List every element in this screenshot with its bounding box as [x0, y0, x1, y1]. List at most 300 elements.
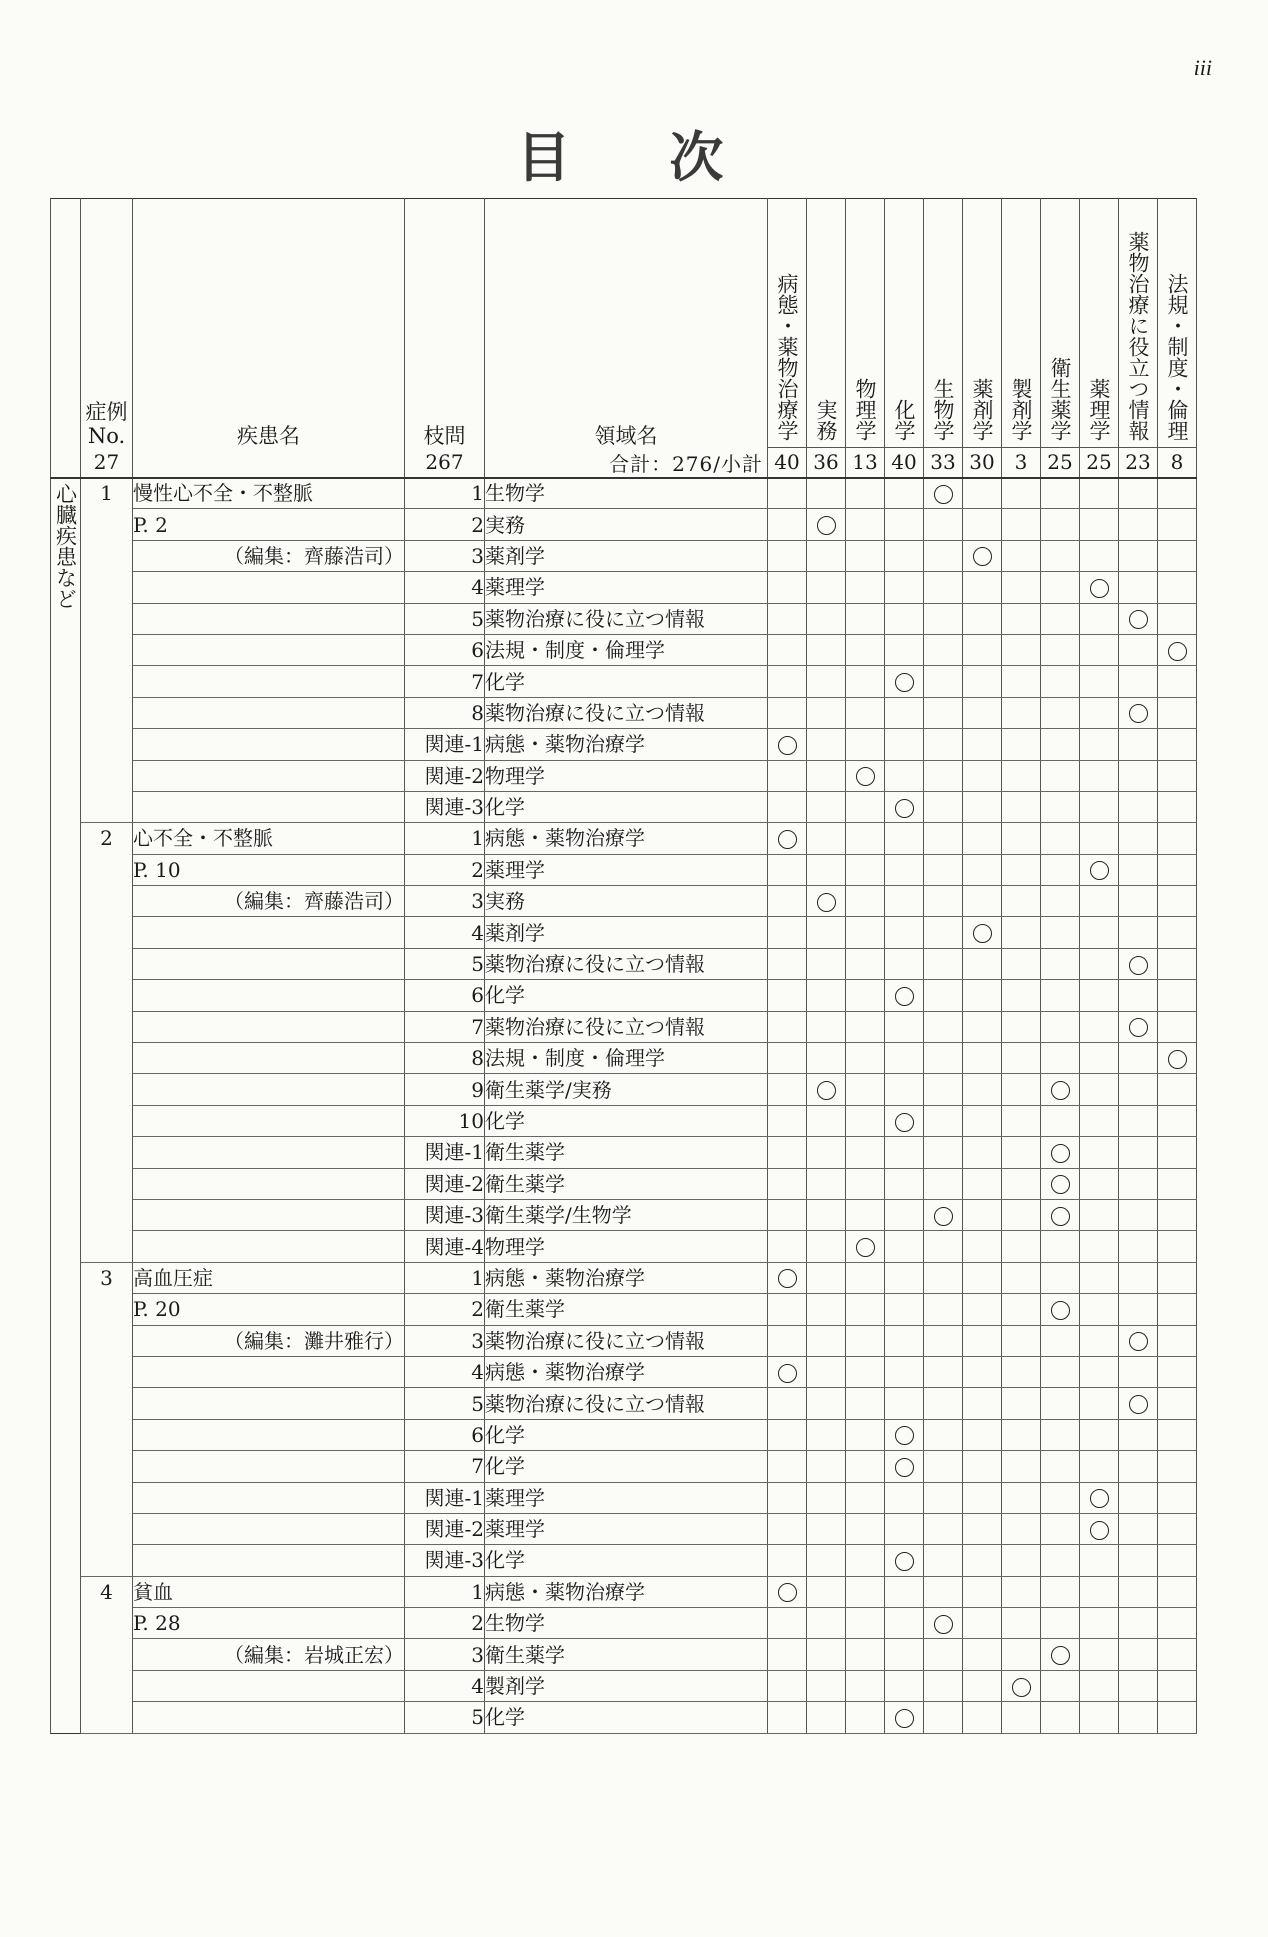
disease-cell: [133, 1199, 405, 1230]
field-name: 化学: [485, 1419, 768, 1450]
domain-cell: [1080, 1199, 1119, 1230]
table-row: [51, 1482, 1197, 1513]
domain-cell: [963, 1482, 1002, 1513]
field-name: 衛生薬学/実務: [485, 1074, 768, 1105]
question-number: 5: [405, 1388, 485, 1419]
domain-cell: [1002, 1011, 1041, 1042]
domain-header: [1119, 199, 1158, 448]
question-number: 7: [405, 1451, 485, 1482]
domain-cell: [1119, 729, 1158, 760]
domain-cell: [846, 1639, 885, 1670]
domain-cell: [768, 1262, 807, 1293]
domain-cell: [1041, 1608, 1080, 1639]
case-no: [81, 1294, 133, 1325]
domain-cell: [924, 760, 963, 791]
circle-mark-icon: [973, 547, 992, 566]
question-number: 1: [405, 1576, 485, 1607]
disease-header: 疾患名: [133, 199, 405, 448]
domain-cell: [1119, 1388, 1158, 1419]
field-name: 実務: [485, 509, 768, 540]
domain-cell: [1158, 1231, 1197, 1262]
domain-cell: [1158, 697, 1197, 728]
case-no: [81, 634, 133, 665]
domain-cell: [885, 1356, 924, 1387]
question-number: 2: [405, 1294, 485, 1325]
domain-cell: [1080, 1294, 1119, 1325]
domain-cell: [1158, 791, 1197, 822]
domain-cell: [846, 1451, 885, 1482]
circle-mark-icon: [778, 736, 797, 755]
domain-cell: [807, 823, 846, 854]
domain-cell: [1041, 1105, 1080, 1136]
circle-mark-icon: [856, 767, 875, 786]
domain-cell: [963, 572, 1002, 603]
table-row: [51, 1074, 1197, 1105]
domain-cell: [768, 1670, 807, 1701]
domain-header-label: 衛生薬学: [1048, 357, 1072, 441]
domain-cell: [1002, 1231, 1041, 1262]
domain-cell: [885, 1513, 924, 1544]
case-no: [81, 980, 133, 1011]
domain-cell: [1080, 1482, 1119, 1513]
domain-cell: [807, 948, 846, 979]
domain-cell: [846, 1105, 885, 1136]
domain-cell: [963, 1325, 1002, 1356]
domain-cell: [885, 886, 924, 917]
domain-cell: [1002, 1513, 1041, 1544]
domain-cell: [885, 572, 924, 603]
domain-cell: [885, 1608, 924, 1639]
question-number: 関連-3: [405, 791, 485, 822]
domain-cell: [1041, 1482, 1080, 1513]
domain-header: [1002, 199, 1041, 448]
domain-cell: [846, 886, 885, 917]
case-no: [81, 948, 133, 979]
question-number: 関連-2: [405, 1168, 485, 1199]
domain-count: 8: [1158, 448, 1197, 478]
domain-cell: [924, 634, 963, 665]
domain-cell: [846, 572, 885, 603]
table-row: [51, 666, 1197, 697]
question-number: 10: [405, 1105, 485, 1136]
domain-cell: [1041, 1356, 1080, 1387]
circle-mark-icon: [1129, 610, 1148, 629]
domain-cell: [846, 1388, 885, 1419]
domain-cell: [807, 1294, 846, 1325]
domain-cell: [807, 1231, 846, 1262]
domain-cell: [885, 603, 924, 634]
domain-cell: [924, 1545, 963, 1576]
domain-cell: [1119, 697, 1158, 728]
domain-count: 30: [963, 448, 1002, 478]
domain-cell: [807, 1451, 846, 1482]
case-no: [81, 1356, 133, 1387]
domain-cell: [885, 1639, 924, 1670]
domain-cell: [768, 509, 807, 540]
domain-cell: [1158, 1451, 1197, 1482]
disease-cell: [133, 666, 405, 697]
case-no: 1: [81, 478, 133, 509]
domain-cell: [807, 1262, 846, 1293]
domain-cell: [1119, 1639, 1158, 1670]
domain-cell: [924, 697, 963, 728]
domain-count: 40: [885, 448, 924, 478]
domain-cell: [924, 1199, 963, 1230]
domain-header: [807, 199, 846, 448]
field-name: 化学: [485, 666, 768, 697]
domain-cell: [1002, 603, 1041, 634]
domain-cell: [1080, 854, 1119, 885]
table-row: [51, 1231, 1197, 1262]
case-no: [81, 760, 133, 791]
domain-cell: [963, 1199, 1002, 1230]
domain-cell: [768, 948, 807, 979]
domain-cell: [1119, 791, 1158, 822]
disease-cell: [133, 1011, 405, 1042]
table-row: [51, 1356, 1197, 1387]
case-no: [81, 1325, 133, 1356]
question-number: 7: [405, 1011, 485, 1042]
domain-cell: [924, 509, 963, 540]
domain-cell: [885, 1011, 924, 1042]
domain-cell: [1041, 603, 1080, 634]
disease-cell: [133, 697, 405, 728]
disease-name: 慢性心不全・不整脈: [133, 478, 405, 509]
domain-count: 25: [1080, 448, 1119, 478]
circle-mark-icon: [895, 1113, 914, 1132]
domain-cell: [1158, 540, 1197, 571]
domain-cell: [768, 1639, 807, 1670]
domain-header: [963, 199, 1002, 448]
disease-cell: [133, 603, 405, 634]
domain-cell: [924, 540, 963, 571]
case-no: [81, 1670, 133, 1701]
domain-cell: [1002, 886, 1041, 917]
domain-cell: [1041, 634, 1080, 665]
domain-cell: [924, 1356, 963, 1387]
domain-cell: [1080, 791, 1119, 822]
domain-cell: [1119, 1482, 1158, 1513]
field-name: 衛生薬学: [485, 1294, 768, 1325]
domain-cell: [1080, 1608, 1119, 1639]
domain-cell: [1002, 1074, 1041, 1105]
domain-cell: [768, 540, 807, 571]
domain-cell: [768, 1482, 807, 1513]
question-number: 1: [405, 478, 485, 509]
domain-cell: [1158, 1137, 1197, 1168]
editor-credit: （編集：岩城正宏）: [133, 1639, 405, 1670]
domain-cell: [1158, 948, 1197, 979]
table-row: [51, 634, 1197, 665]
circle-mark-icon: [778, 1269, 797, 1288]
domain-cell: [1119, 886, 1158, 917]
domain-cell: [1119, 917, 1158, 948]
domain-cell: [846, 1011, 885, 1042]
question-number: 2: [405, 854, 485, 885]
domain-cell: [1080, 666, 1119, 697]
domain-header-label: 薬理学: [1087, 378, 1111, 441]
disease-name: 心不全・不整脈: [133, 823, 405, 854]
table-row: [51, 1388, 1197, 1419]
question-number: 4: [405, 917, 485, 948]
domain-cell: [768, 1105, 807, 1136]
domain-cell: [885, 1419, 924, 1450]
table-row: [51, 572, 1197, 603]
table-row: [51, 760, 1197, 791]
domain-header: [924, 199, 963, 448]
domain-cell: [963, 1451, 1002, 1482]
domain-cell: [807, 729, 846, 760]
domain-cell: [1158, 1670, 1197, 1701]
domain-cell: [1080, 1137, 1119, 1168]
field-name: 実務: [485, 886, 768, 917]
domain-cell: [1119, 634, 1158, 665]
domain-cell: [1041, 666, 1080, 697]
field-name: 生物学: [485, 478, 768, 509]
domain-cell: [846, 917, 885, 948]
page-ref: P. 28: [133, 1608, 405, 1639]
domain-cell: [1002, 1482, 1041, 1513]
domain-cell: [768, 666, 807, 697]
question-number: 5: [405, 948, 485, 979]
domain-cell: [1041, 572, 1080, 603]
domain-cell: [885, 823, 924, 854]
domain-cell: [885, 1262, 924, 1293]
domain-cell: [1041, 1294, 1080, 1325]
domain-cell: [1080, 1639, 1119, 1670]
domain-cell: [846, 1419, 885, 1450]
domain-cell: [846, 509, 885, 540]
totals-row: [51, 448, 1197, 478]
domain-cell: [846, 823, 885, 854]
domain-cell: [1080, 1356, 1119, 1387]
domain-cell: [885, 1670, 924, 1701]
case-no: 4: [81, 1576, 133, 1607]
domain-cell: [768, 1137, 807, 1168]
field-name: 衛生薬学: [485, 1168, 768, 1199]
domain-cell: [807, 791, 846, 822]
domain-cell: [768, 791, 807, 822]
domain-cell: [1119, 1702, 1158, 1733]
domain-cell: [1119, 1513, 1158, 1544]
disease-cell: [133, 1670, 405, 1701]
field-name: 薬理学: [485, 572, 768, 603]
field-name: 衛生薬学: [485, 1137, 768, 1168]
table-row: [51, 1294, 1197, 1325]
domain-cell: [1119, 478, 1158, 509]
domain-header: [1041, 199, 1080, 448]
domain-cell: [807, 1419, 846, 1450]
domain-cell: [768, 886, 807, 917]
domain-header-label: 物理学: [853, 378, 877, 441]
domain-cell: [768, 823, 807, 854]
field-name: 薬物治療に役に立つ情報: [485, 697, 768, 728]
case-no: [81, 509, 133, 540]
domain-cell: [768, 1231, 807, 1262]
circle-mark-icon: [817, 516, 836, 535]
domain-cell: [807, 1356, 846, 1387]
domain-cell: [1041, 917, 1080, 948]
domain-cell: [963, 1043, 1002, 1074]
domain-cell: [1158, 1639, 1197, 1670]
domain-cell: [1119, 1231, 1158, 1262]
domain-cell: [846, 540, 885, 571]
domain-cell: [846, 948, 885, 979]
domain-cell: [963, 634, 1002, 665]
domain-cell: [885, 917, 924, 948]
circle-mark-icon: [934, 485, 953, 504]
domain-cell: [846, 697, 885, 728]
domain-cell: [924, 948, 963, 979]
table-row: [51, 697, 1197, 728]
domain-cell: [807, 980, 846, 1011]
domain-cell: [1041, 697, 1080, 728]
domain-cell: [963, 1356, 1002, 1387]
circle-mark-icon: [1090, 861, 1109, 880]
question-number: 5: [405, 603, 485, 634]
domain-cell: [1002, 1639, 1041, 1670]
case-no: [81, 791, 133, 822]
domain-cell: [1041, 760, 1080, 791]
table-row: [51, 1608, 1197, 1639]
totals-name-cell: [133, 448, 405, 478]
domain-cell: [963, 697, 1002, 728]
domain-cell: [1119, 948, 1158, 979]
domain-cell: [963, 1545, 1002, 1576]
domain-cell: [1041, 1670, 1080, 1701]
area-header: [51, 199, 81, 448]
domain-cell: [1002, 854, 1041, 885]
table-row: [51, 1168, 1197, 1199]
question-number: 関連-4: [405, 1231, 485, 1262]
table-row: [51, 1043, 1197, 1074]
domain-cell: [885, 1294, 924, 1325]
question-number: 関連-1: [405, 1482, 485, 1513]
case-no: [81, 1482, 133, 1513]
domain-cell: [1158, 1168, 1197, 1199]
domain-cell: [885, 1168, 924, 1199]
circle-mark-icon: [895, 799, 914, 818]
domain-cell: [1002, 1137, 1041, 1168]
domain-cell: [1041, 854, 1080, 885]
field-name: 化学: [485, 1105, 768, 1136]
domain-cell: [885, 509, 924, 540]
domain-header: [1080, 199, 1119, 448]
domain-cell: [924, 1325, 963, 1356]
field-name: 薬物治療に役に立つ情報: [485, 1325, 768, 1356]
domain-cell: [1158, 1388, 1197, 1419]
table-row: [51, 1639, 1197, 1670]
page-title: 目 次: [516, 126, 764, 189]
domain-cell: [1002, 509, 1041, 540]
domain-cell: [1080, 823, 1119, 854]
domain-cell: [963, 1639, 1002, 1670]
domain-cell: [846, 1168, 885, 1199]
circle-mark-icon: [934, 1207, 953, 1226]
domain-cell: [963, 1074, 1002, 1105]
domain-cell: [846, 1043, 885, 1074]
domain-cell: [924, 1482, 963, 1513]
disease-cell: [133, 1388, 405, 1419]
field-name: 薬物治療に役に立つ情報: [485, 1011, 768, 1042]
field-name: 病態・薬物治療学: [485, 729, 768, 760]
domain-cell: [1002, 1702, 1041, 1733]
domain-cell: [1158, 1482, 1197, 1513]
domain-cell: [1080, 1670, 1119, 1701]
domain-cell: [1158, 1105, 1197, 1136]
field-name: 化学: [485, 791, 768, 822]
domain-cell: [1080, 1074, 1119, 1105]
domain-cell: [1080, 1702, 1119, 1733]
domain-cell: [1041, 1388, 1080, 1419]
domain-cell: [768, 572, 807, 603]
table-row: [51, 509, 1197, 540]
domain-cell: [807, 1388, 846, 1419]
page-number: iii: [1193, 55, 1212, 80]
domain-cell: [1158, 1419, 1197, 1450]
disease-cell: [133, 791, 405, 822]
case-no-header-line2: No.: [87, 423, 126, 448]
table-row: [51, 478, 1197, 509]
domain-cell: [768, 1294, 807, 1325]
domain-cell: [1119, 854, 1158, 885]
domain-cell: [768, 980, 807, 1011]
domain-cell: [1158, 666, 1197, 697]
question-number: 6: [405, 980, 485, 1011]
domain-cell: [768, 917, 807, 948]
circle-mark-icon: [1168, 1050, 1187, 1069]
case-no: [81, 1231, 133, 1262]
domain-cell: [1002, 791, 1041, 822]
case-no: [81, 540, 133, 571]
domain-cell: [807, 1137, 846, 1168]
domain-cell: [924, 886, 963, 917]
question-number: 8: [405, 1043, 485, 1074]
disease-cell: [133, 572, 405, 603]
case-no: 2: [81, 823, 133, 854]
domain-cell: [1158, 1294, 1197, 1325]
domain-cell: [1002, 760, 1041, 791]
disease-name: 高血圧症: [133, 1262, 405, 1293]
domain-cell: [1041, 1043, 1080, 1074]
domain-cell: [1119, 666, 1158, 697]
field-name: 製剤学: [485, 1670, 768, 1701]
domain-cell: [885, 1199, 924, 1230]
domain-cell: [1119, 1137, 1158, 1168]
domain-cell: [924, 1262, 963, 1293]
domain-cell: [1119, 1294, 1158, 1325]
question-number: 1: [405, 1262, 485, 1293]
domain-cell: [885, 980, 924, 1011]
domain-cell: [1158, 1074, 1197, 1105]
domain-cell: [1119, 509, 1158, 540]
case-no: [81, 1043, 133, 1074]
domain-count: 33: [924, 448, 963, 478]
domain-cell: [924, 666, 963, 697]
domain-cell: [846, 1231, 885, 1262]
case-no: [81, 1168, 133, 1199]
domain-cell: [1119, 572, 1158, 603]
question-number: 関連-2: [405, 760, 485, 791]
domain-cell: [963, 1513, 1002, 1544]
domain-cell: [1080, 1105, 1119, 1136]
domain-cell: [924, 791, 963, 822]
domain-cell: [1158, 603, 1197, 634]
domain-cell: [963, 540, 1002, 571]
circle-mark-icon: [895, 1552, 914, 1571]
domain-cell: [1080, 540, 1119, 571]
domain-cell: [1158, 572, 1197, 603]
